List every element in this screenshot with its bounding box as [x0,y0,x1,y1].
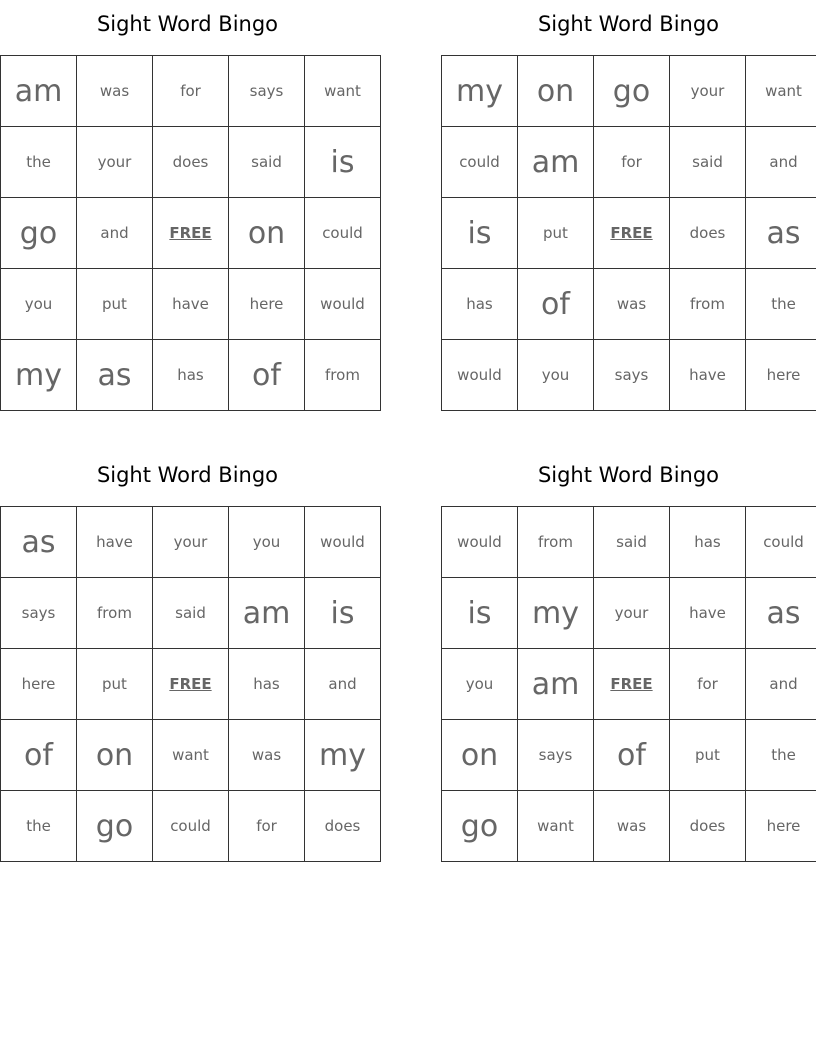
bingo-cell: says [518,720,594,791]
bingo-cell: says [1,578,77,649]
bingo-cell: have [77,507,153,578]
bingo-cell: you [229,507,305,578]
bingo-cell: of [229,340,305,411]
bingo-cell: said [670,127,746,198]
bingo-cell: want [518,791,594,862]
bingo-cell: does [305,791,381,862]
bingo-cell: go [1,198,77,269]
bingo-cell: am [518,649,594,720]
bingo-cell: as [77,340,153,411]
bingo-cell: my [305,720,381,791]
bingo-cell: does [670,198,746,269]
bingo-cell: from [305,340,381,411]
bingo-cell: could [442,127,518,198]
bingo-cell: am [1,56,77,127]
bingo-cell: for [153,56,229,127]
card-title: Sight Word Bingo [537,12,720,36]
bingo-cell: for [229,791,305,862]
free-cell: FREE [594,649,670,720]
bingo-cell: here [746,340,816,411]
free-cell: FREE [594,198,670,269]
bingo-cell: want [153,720,229,791]
bingo-cell: does [670,791,746,862]
bingo-cell: and [746,649,816,720]
grid-row [1,56,381,127]
grid-row [442,507,816,578]
bingo-cell: was [594,791,670,862]
card-title: Sight Word Bingo [96,12,279,36]
bingo-cell: and [77,198,153,269]
bingo-cell: your [153,507,229,578]
bingo-cell: put [77,649,153,720]
bingo-cell: from [77,578,153,649]
bingo-cell: your [77,127,153,198]
bingo-cell: would [442,340,518,411]
grid-row [442,269,816,340]
free-cell: FREE [153,649,229,720]
bingo-cell: has [670,507,746,578]
grid-row [442,649,816,720]
bingo-cell: could [746,507,816,578]
grid-row [442,578,816,649]
bingo-cell: for [670,649,746,720]
bingo-cell: of [594,720,670,791]
bingo-cell: is [442,578,518,649]
bingo-cell: on [77,720,153,791]
bingo-cell: is [442,198,518,269]
bingo-cell: have [670,578,746,649]
bingo-cell: my [1,340,77,411]
bingo-cell: would [442,507,518,578]
bingo-cell: was [229,720,305,791]
bingo-cell: go [77,791,153,862]
grid-row [442,56,816,127]
bingo-cell: put [518,198,594,269]
bingo-cell: you [518,340,594,411]
bingo-cell: and [305,649,381,720]
bingo-grid [0,55,381,411]
bingo-cell: and [746,127,816,198]
bingo-cell: would [305,507,381,578]
grid-row [442,340,816,411]
bingo-cell: was [594,269,670,340]
bingo-cell: my [442,56,518,127]
bingo-cell: on [229,198,305,269]
free-cell: FREE [153,198,229,269]
bingo-cell: have [153,269,229,340]
bingo-cell: put [670,720,746,791]
bingo-cell: am [518,127,594,198]
bingo-cell: as [1,507,77,578]
bingo-cell: was [77,56,153,127]
bingo-grid [441,506,816,862]
bingo-cell: put [77,269,153,340]
grid-row [1,127,381,198]
bingo-cell: does [153,127,229,198]
bingo-cell: has [153,340,229,411]
bingo-cell: of [518,269,594,340]
bingo-cell: want [305,56,381,127]
bingo-cell: you [442,649,518,720]
grid-row [442,127,816,198]
bingo-cell: you [1,269,77,340]
bingo-cell: said [594,507,670,578]
bingo-cell: the [1,791,77,862]
bingo-cell: from [670,269,746,340]
bingo-cell: here [229,269,305,340]
bingo-cell: the [1,127,77,198]
grid-row [442,720,816,791]
bingo-cell: could [153,791,229,862]
bingo-cell: said [229,127,305,198]
grid-row [442,791,816,862]
bingo-cell: the [746,720,816,791]
grid-row [1,198,381,269]
bingo-cell: has [229,649,305,720]
bingo-cell: am [229,578,305,649]
grid-row [1,340,381,411]
grid-row [442,198,816,269]
card-title: Sight Word Bingo [537,463,720,487]
bingo-cell: the [746,269,816,340]
bingo-cell: as [746,198,816,269]
grid-row [1,649,381,720]
bingo-cell: is [305,127,381,198]
grid-row [1,578,381,649]
bingo-cell: from [518,507,594,578]
bingo-cell: here [1,649,77,720]
grid-row [1,507,381,578]
grid-row [1,791,381,862]
bingo-cell: on [442,720,518,791]
bingo-cell: says [229,56,305,127]
bingo-cell: have [670,340,746,411]
bingo-cell: go [594,56,670,127]
bingo-grid [0,506,381,862]
bingo-cell: could [305,198,381,269]
bingo-cell: your [670,56,746,127]
bingo-cell: is [305,578,381,649]
grid-row [1,720,381,791]
bingo-cell: would [305,269,381,340]
bingo-cell: want [746,56,816,127]
bingo-grid [441,55,816,411]
bingo-cell: on [518,56,594,127]
bingo-cell: as [746,578,816,649]
bingo-cell: for [594,127,670,198]
bingo-cell: your [594,578,670,649]
grid-row [1,269,381,340]
bingo-cell: has [442,269,518,340]
bingo-cell: said [153,578,229,649]
bingo-cell: says [594,340,670,411]
card-title: Sight Word Bingo [96,463,279,487]
bingo-cell: go [442,791,518,862]
bingo-cell: here [746,791,816,862]
bingo-cell: of [1,720,77,791]
bingo-cell: my [518,578,594,649]
